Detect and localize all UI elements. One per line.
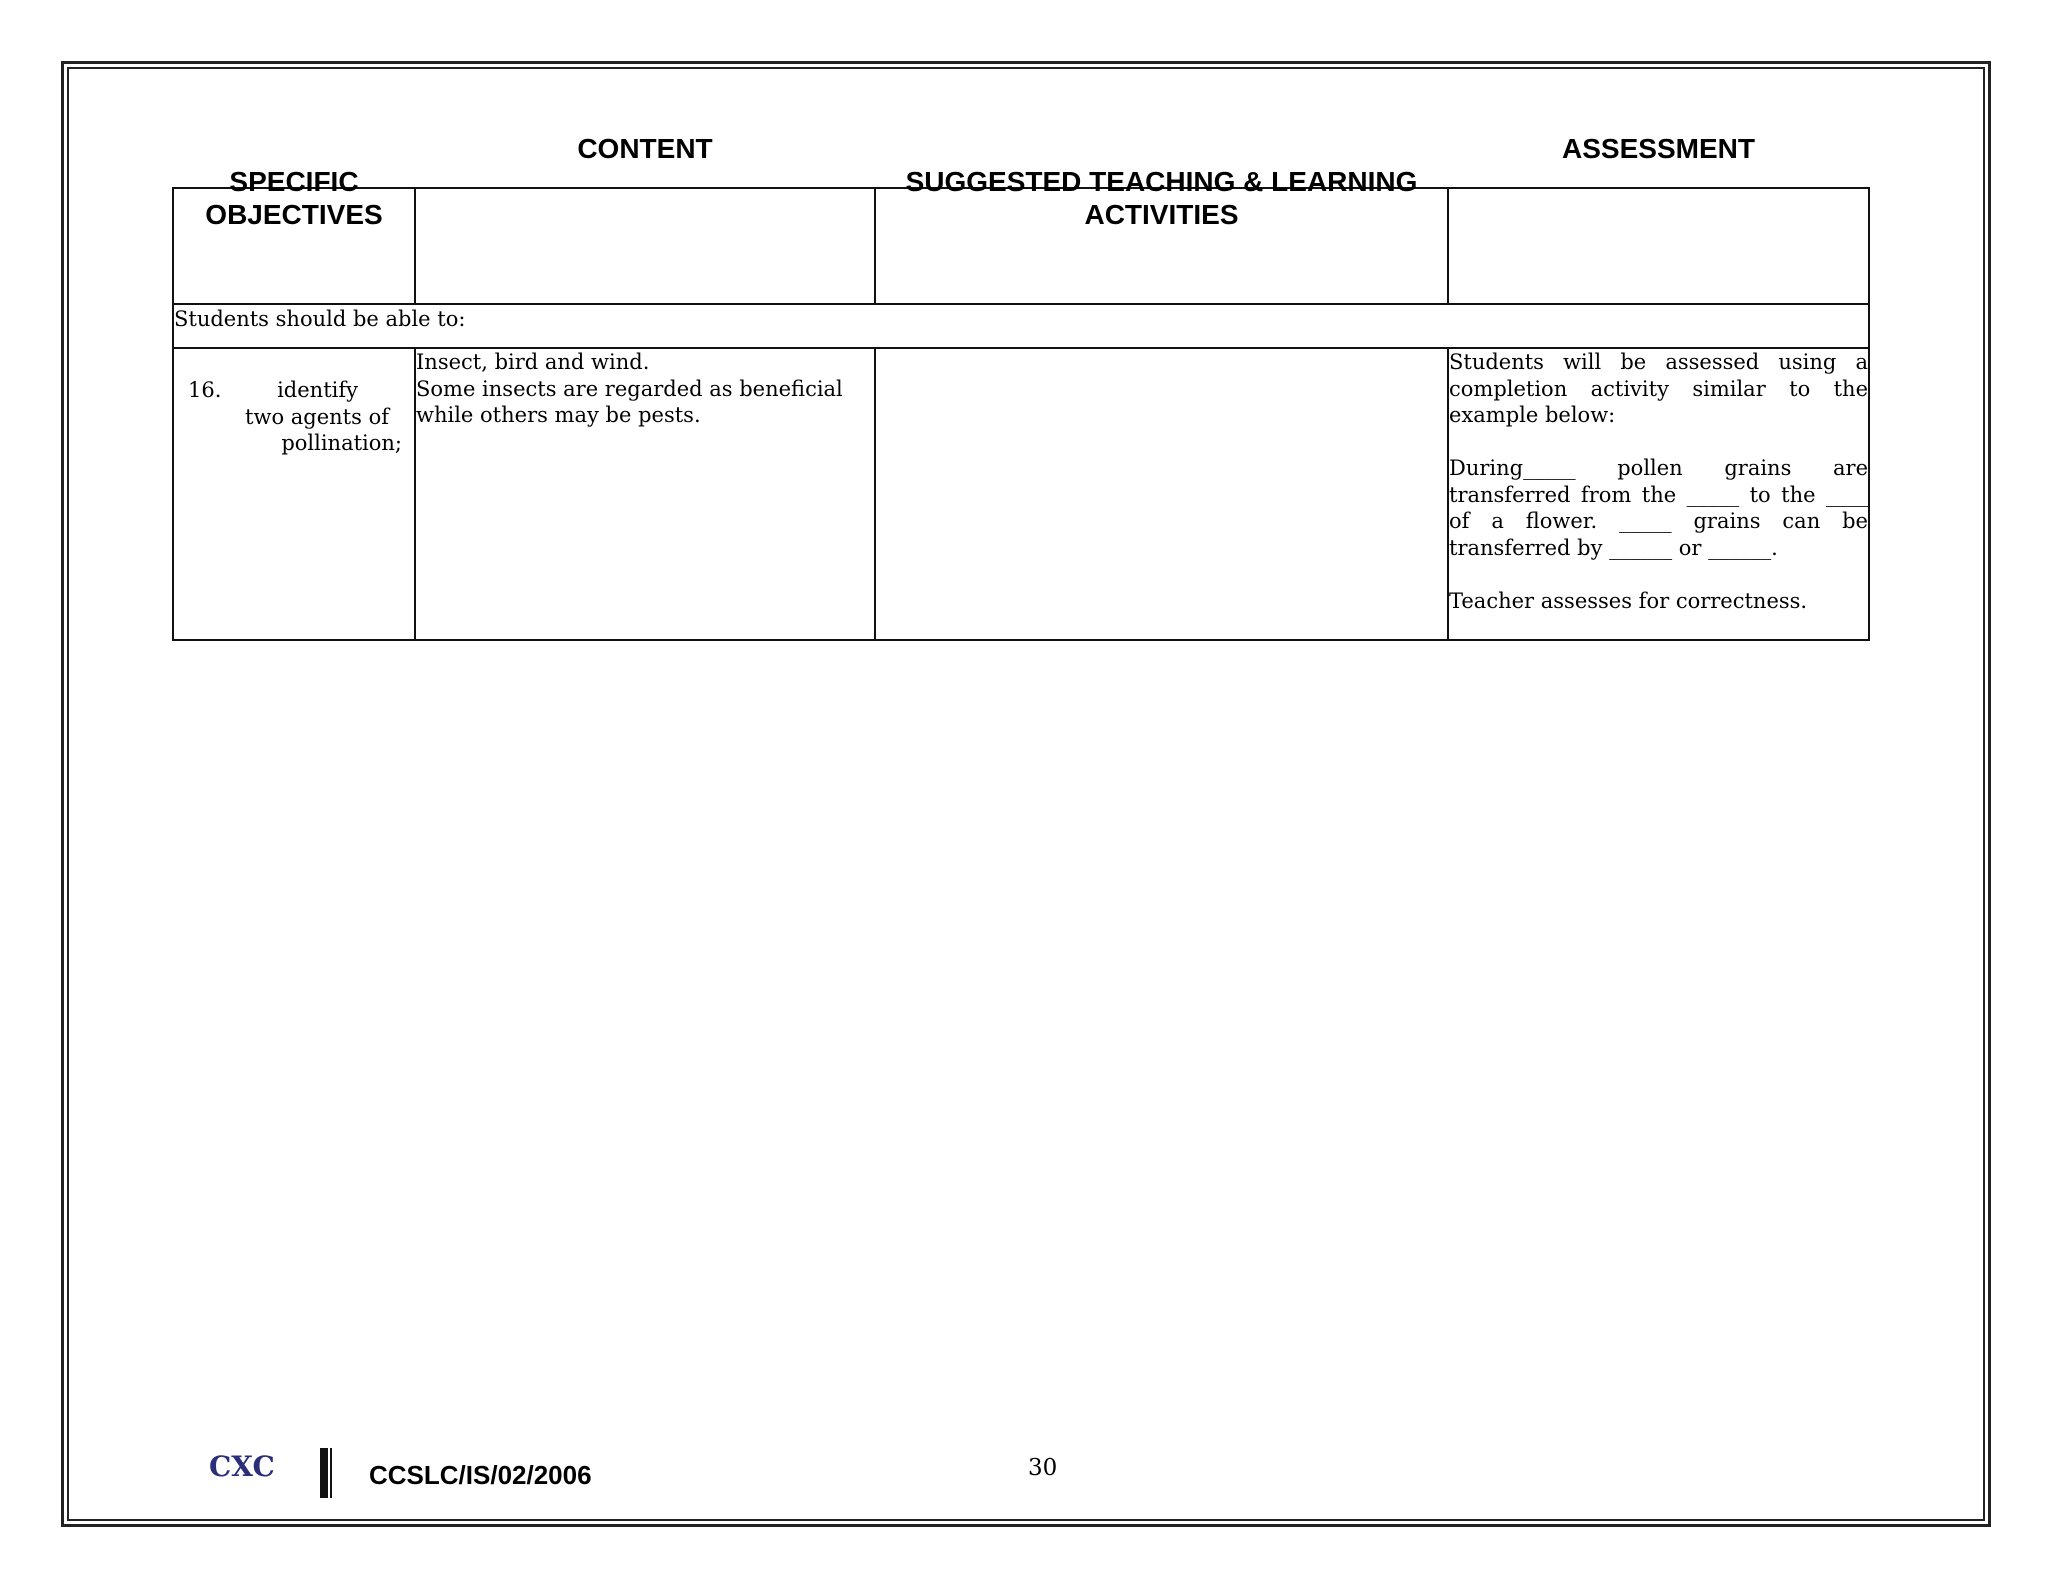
- page-number: 30: [1028, 1455, 1058, 1481]
- objective-text: [234, 377, 402, 457]
- cxc-logo-text: CXC: [209, 1450, 275, 1483]
- header-specific-objectives: [173, 166, 415, 304]
- footer-divider-thin: [330, 1448, 332, 1498]
- objective-number: 16.: [188, 378, 222, 402]
- content-line: Insect, bird and wind.: [416, 350, 650, 374]
- header-activities-line1: SUGGESTED TEACHING & LEARNING: [905, 166, 1418, 197]
- assessment-note: Teacher assesses for correctness.: [1449, 588, 1808, 613]
- objective-line: two agents of: [245, 404, 389, 429]
- header-activities: [875, 166, 1448, 304]
- document-code: CCSLC/IS/02/2006: [369, 1460, 592, 1490]
- header-objectives-line1: SPECIFIC: [229, 166, 359, 197]
- activities-cell: [875, 348, 1448, 640]
- table-row: [173, 348, 1869, 640]
- objective-cell: [173, 348, 415, 640]
- assessment-cell: [1448, 348, 1869, 640]
- content-line: while others may be pests.: [416, 403, 701, 427]
- cxc-logo: [207, 1446, 281, 1490]
- objective-line: pollination;: [281, 431, 402, 455]
- content-cell: [415, 348, 875, 640]
- header-activities-line2: ACTIVITIES: [1084, 199, 1239, 230]
- syllabus-table: [172, 133, 1870, 641]
- header-objectives-line2: OBJECTIVES: [205, 199, 383, 230]
- header-content: CONTENT: [415, 188, 875, 304]
- intro-text: Students should be able to:: [173, 304, 1869, 348]
- assessment-example: During_____ pollen grains are transferred from the _____ to the ____ of a flower. _____ grains can be transferred by ______ or ______.: [1449, 456, 1868, 560]
- assessment-intro: Students will be assessed using a completion activity similar to the example below:: [1449, 350, 1868, 427]
- content-line: Some insects are regarded as beneficial: [416, 376, 843, 401]
- table-header-row: [173, 188, 1869, 304]
- footer-divider-bar: [320, 1448, 328, 1498]
- objective-line: identify: [277, 378, 358, 402]
- intro-row: [173, 304, 1869, 348]
- header-assessment: ASSESSMENT: [1448, 188, 1869, 304]
